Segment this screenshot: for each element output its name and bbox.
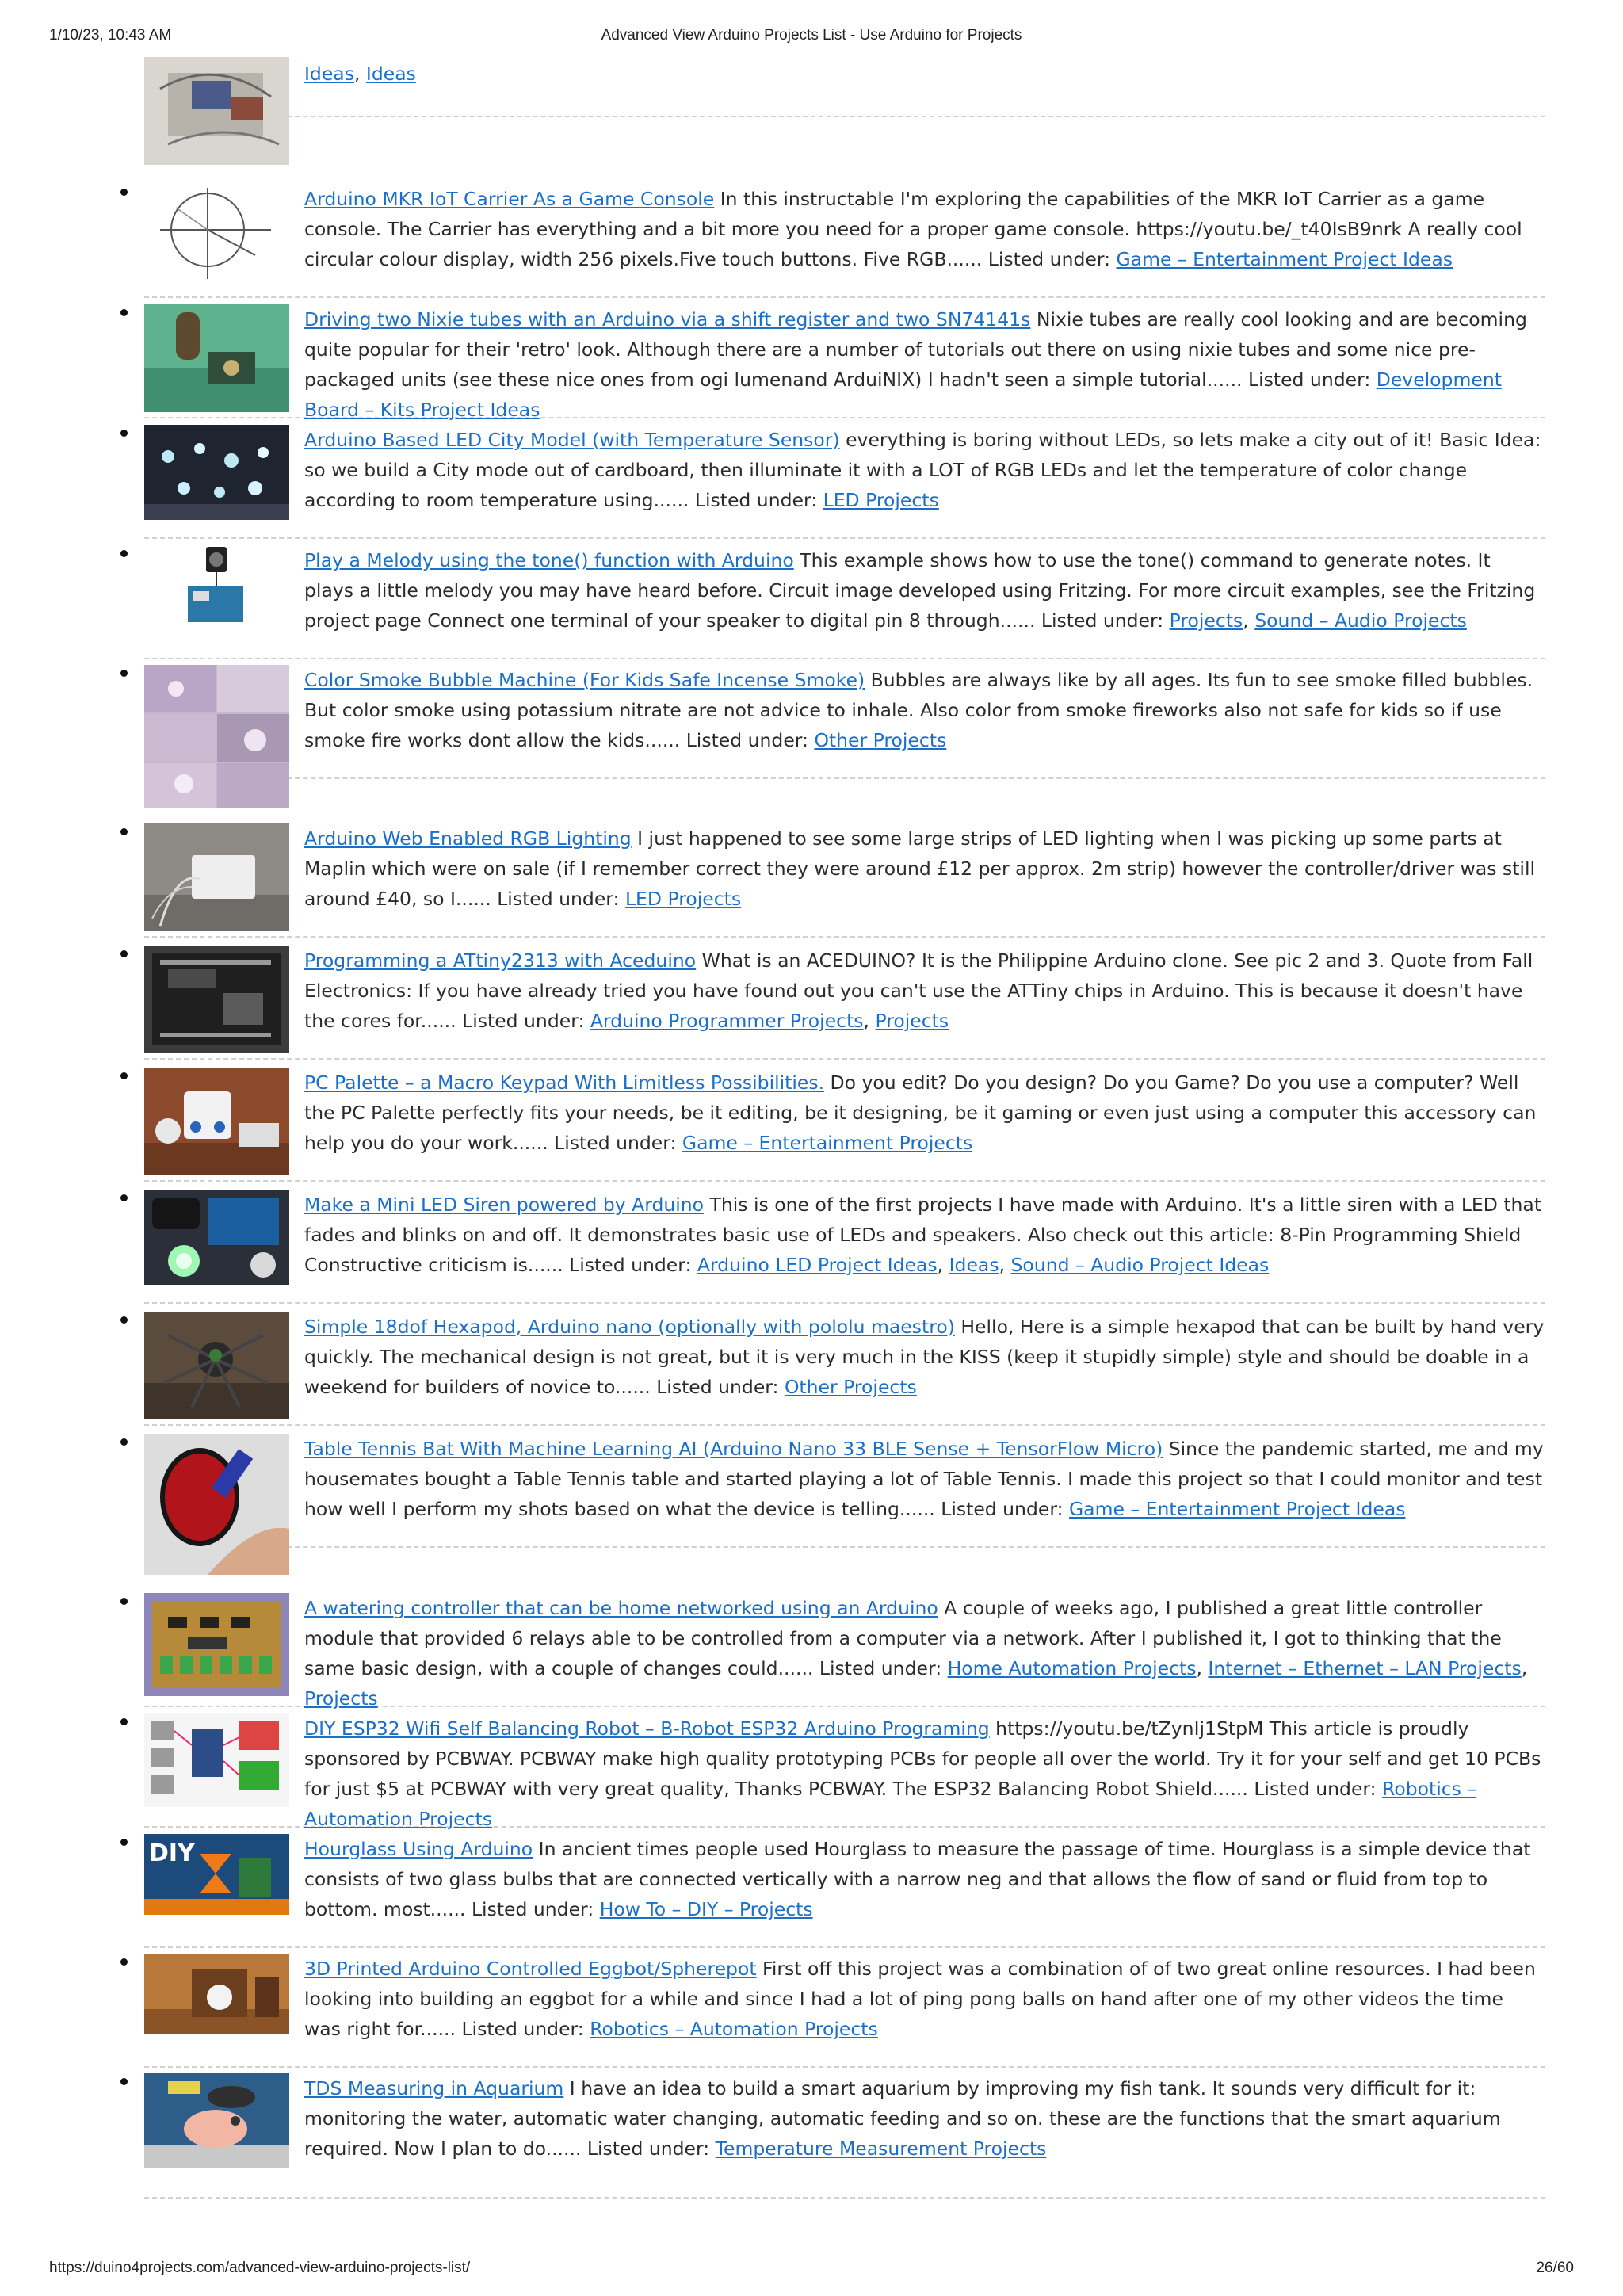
category-link[interactable]: Ideas	[365, 63, 416, 85]
project-excerpt: Do you edit? Do you design? Do you Game? Do you use a computer? Well the PC Palette perfectly fits your needs, be it editing, be it designing, be it gaming or even just using a computer this accessory can help you do your work......	[304, 1072, 1537, 1154]
project-thumbnail	[144, 946, 289, 1053]
project-thumbnail	[144, 823, 289, 931]
project-excerpt: https://youtu.be/tZynIj1StpM This article is proudly sponsored by PCBWAY. PCBWAY make high quality prototyping PCBs for people all over the world. Try it for your self and get 10 PCBs for just $5 at PCBWAY with very great quality, Thanks PCBWAY. The ESP32 Balancing Robot Shield......	[304, 1717, 1541, 1800]
category-link[interactable]: Internet – Ethernet – LAN Projects	[1208, 1657, 1522, 1679]
project-excerpt: Nixie tubes are really cool looking and are becoming quite popular for their 'retro' look. Although there are a number of tutorials out there on using nixie tubes and some nice pre-packaged units (see these nice ones from ogi lumenand ArduiNIX) I hadn't seen a simple tutorial......	[304, 308, 1527, 391]
list-item	[144, 545, 1545, 659]
project-excerpt: I have an idea to build a smart aquarium by improving my fish tank. It sounds very difficult for it: monitoring the water, automatic water changing, automatic feeding and so on. these are the functions that the smart aquarium required. Now I plan to do......	[304, 2077, 1501, 2160]
entry-text	[304, 184, 1545, 274]
project-excerpt: First off this project was a combination of of two great online resources. I had been looking into building an eggbot for a while and since I had a lot of ping pong balls on hand after one of my other videos the time was right for......	[304, 1958, 1536, 2040]
project-thumbnail	[144, 2073, 289, 2168]
listed-under-label: Listed under:	[656, 1376, 785, 1398]
entry-text	[304, 425, 1545, 515]
bullet	[120, 2078, 128, 2085]
entry-text: A watering controller that can be home networked using an Arduino A couple of weeks ago, I published a great little controller module that provided 6 relays able to be controlled from a computer via a network. After I published it, I got to thinking that the same basic design, with a couple of changes could...... Listed under: Home Automation Projects, Internet – Ethernet – LAN Projects, Projects	[304, 1597, 1528, 1710]
project-title-link[interactable]: Arduino MKR IoT Carrier As a Game Console	[304, 188, 715, 210]
project-excerpt: Since the pandemic started, me and my housemates bought a Table Tennis table and started playing a lot of Table Tennis. I made this project so that I could monitor and test how well I perform my shots based on what the device is telling......	[304, 1438, 1544, 1520]
project-excerpt: What is an ACEDUINO? It is the Philippine Arduino clone. See pic 2 and 3. Quote from Fall Electronics: If you have already tried you have found out you can't use the ATTiny chips in Arduino. This is because it doesn't have the cores for......	[304, 949, 1533, 1032]
category-link[interactable]: Development Board – Kits Project Ideas	[304, 369, 1502, 421]
project-title-link[interactable]: Color Smoke Bubble Machine (For Kids Safe Incense Smoke)	[304, 669, 865, 691]
project-excerpt: I just happened to see some large strips of LED lighting when I was picking up some parts at Maplin which were on sale (if I remember correct they were around £12 per approx. 2m strip) however the controller/driver was still around £40, so I......	[304, 827, 1535, 910]
list-item	[144, 665, 1545, 779]
entry-text	[304, 1068, 1545, 1158]
bullet	[120, 550, 128, 557]
project-title-link[interactable]: Simple 18dof Hexapod, Arduino nano (optionally with pololu maestro)	[304, 1316, 955, 1338]
project-thumbnail	[144, 1834, 289, 1915]
listed-under-label: Listed under:	[554, 1132, 682, 1154]
project-title-link[interactable]: Driving two Nixie tubes with an Arduino via a shift register and two SN74141s	[304, 308, 1031, 330]
project-title-link[interactable]: Play a Melody using the tone() function with Arduino	[304, 549, 794, 571]
listed-under-label: Listed under:	[569, 1254, 697, 1276]
entry-text: Make a Mini LED Siren powered by Arduino This is one of the first projects I have made with Arduino. It's a little siren with a LED that fades and blinks on and off. It demonstrates basic use of LEDs and speakers. Also check out this article: 8-Pin Programming Shield Constructive criticism is...... Listed under: Arduino LED Project Ideas, Ideas, Sound – Audio Project Ideas	[304, 1194, 1542, 1276]
project-excerpt: Hello, Here is a simple hexapod that can be built by hand very quickly. The mechanical design is not great, but it is very much in the KISS (keep it stupidly simple) style and should be doable in a weekend for builders of novice to......	[304, 1316, 1545, 1398]
list-item	[144, 184, 1545, 298]
category-link[interactable]: Home Automation Projects	[947, 1657, 1197, 1679]
category-link[interactable]: Sound – Audio Project Ideas	[1010, 1254, 1270, 1276]
bullet	[120, 828, 128, 835]
bullet	[120, 1072, 128, 1079]
entry-text	[304, 1713, 1545, 1834]
list-item-partial	[144, 57, 1545, 117]
bullet	[120, 1718, 128, 1725]
category-link[interactable]: Arduino LED Project Ideas	[697, 1254, 938, 1276]
project-thumbnail	[144, 1312, 289, 1419]
project-title-link[interactable]: Hourglass Using Arduino	[304, 1838, 533, 1860]
project-thumbnail	[144, 425, 289, 520]
listed-under-label: Listed under:	[1254, 1778, 1383, 1800]
listed-under-label: Listed under:	[685, 729, 815, 751]
entry-text: Programming a ATtiny2313 with Aceduino What is an ACEDUINO? It is the Philippine Arduino clone. See pic 2 and 3. Quote from Fall Electronics: If you have already tried you have found out you can't use the ATTiny chips in Arduino. This is because it doesn't have the cores for...... Listed under: Arduino Programmer Projects, Projects	[304, 949, 1533, 1032]
listed-under-label: Listed under:	[941, 1498, 1069, 1520]
category-link[interactable]: Robotics – Automation Projects	[590, 2018, 878, 2040]
project-title-link[interactable]: Table Tennis Bat With Machine Learning AI (Arduino Nano 33 BLE Sense + TensorFlow Micro)	[304, 1438, 1163, 1460]
entry-text: Play a Melody using the tone() function with Arduino This example shows how to use the tone() command to generate notes. It plays a little melody you may have heard before. Circuit image developed using Fritzing. For more circuit examples, see the Fritzing project page Connect one terminal of your speaker to digital pin 8 through...... Listed under: Projects, Sound – Audio Projects	[304, 549, 1536, 632]
entry-text	[304, 1434, 1545, 1524]
category-link[interactable]: LED Projects	[823, 489, 939, 511]
bullet	[120, 670, 128, 677]
list-item	[144, 1954, 1545, 2068]
listed-under-label: Listed under:	[1248, 369, 1377, 391]
project-thumbnail	[144, 1593, 289, 1696]
project-title-link[interactable]: Programming a ATtiny2313 with Aceduino	[304, 949, 697, 972]
entry-text	[304, 1954, 1545, 2044]
entry-text	[304, 304, 1545, 425]
project-thumbnail	[144, 304, 289, 412]
category-link[interactable]: Other Projects	[784, 1376, 917, 1398]
category-link[interactable]: Arduino Programmer Projects	[590, 1010, 864, 1032]
project-excerpt: This is one of the first projects I have made with Arduino. It's a little siren with a LED that fades and blinks on and off. It demonstrates basic use of LEDs and speakers. Also check out this article: 8-Pin Programming Shield Constructive criticism is......	[304, 1194, 1542, 1276]
project-thumbnail	[144, 665, 289, 808]
listed-under-label: Listed under:	[471, 1898, 600, 1920]
category-link[interactable]: Game – Entertainment Project Ideas	[1068, 1498, 1406, 1520]
bullet	[120, 1194, 128, 1201]
entry-text	[304, 665, 1545, 755]
project-thumbnail	[144, 57, 289, 165]
bullet	[120, 430, 128, 437]
project-title-link[interactable]: Arduino Based LED City Model (with Temperature Sensor)	[304, 429, 840, 451]
listed-under-label: Listed under:	[819, 1657, 948, 1679]
entry-text	[304, 823, 1545, 914]
project-title-link[interactable]: Make a Mini LED Siren powered by Arduino	[304, 1194, 705, 1216]
project-thumbnail	[144, 545, 289, 625]
project-thumbnail	[144, 1190, 289, 1285]
listed-under-label: Listed under:	[461, 2018, 590, 2040]
list-item	[144, 1312, 1545, 1426]
entry-text	[304, 1834, 1545, 1924]
project-excerpt: everything is boring without LEDs, so lets make a city out of it! Basic Idea: so we build a City mode out of cardboard, then illuminate it with a LOT of RGB LEDs and let the temperature of color change according to room temperature using......	[304, 429, 1541, 511]
list-item	[144, 1834, 1545, 1948]
listed-under-label: Listed under:	[462, 1010, 590, 1032]
project-title-link[interactable]: A watering controller that can be home networked using an Arduino	[304, 1597, 938, 1619]
list-item	[144, 1713, 1545, 1828]
entry-text	[304, 1312, 1545, 1402]
print-url: https://duino4projects.com/advanced-view-arduino-projects-list/	[49, 2260, 471, 2276]
list-item	[144, 1190, 1545, 1304]
category-link[interactable]: LED Projects	[624, 888, 742, 910]
thumbnail-diy-text: DIY	[149, 1839, 195, 1867]
list-item	[144, 946, 1545, 1060]
listed-under-label: Listed under:	[694, 489, 823, 511]
bullet	[120, 950, 128, 957]
project-title-link[interactable]: Arduino Web Enabled RGB Lighting	[304, 827, 632, 850]
page-number: 26/60	[1536, 2260, 1574, 2276]
category-link[interactable]: Robotics – Automation Projects	[304, 1778, 1477, 1830]
project-title-link[interactable]: 3D Printed Arduino Controlled Eggbot/Spherepot	[304, 1958, 757, 1980]
project-thumbnail	[144, 1954, 289, 2034]
category-link[interactable]: Game – Entertainment Project Ideas	[1116, 248, 1453, 270]
print-date: 1/10/23, 10:43 AM	[49, 27, 172, 44]
bullet	[120, 189, 128, 196]
list-item	[144, 2073, 1545, 2186]
project-title-link[interactable]: PC Palette – a Macro Keypad With Limitless Possibilities.	[304, 1072, 825, 1094]
list-item	[144, 1068, 1545, 1182]
category-link[interactable]: Game – Entertainment Projects	[682, 1132, 973, 1154]
bullet	[120, 1958, 128, 1966]
bullet	[120, 309, 128, 316]
category-link[interactable]: Temperature Measurement Projects	[715, 2137, 1047, 2160]
print-header	[49, 27, 1574, 52]
bullet	[120, 1316, 128, 1324]
project-thumbnail	[144, 184, 289, 285]
project-excerpt: In ancient times people used Hourglass to measure the passage of time. Hourglass is a simple device that consists of two glass bulbs that are connected vertically with a narrow neg and that allows the flow of sand or fluid from top to bottom. most......	[304, 1838, 1531, 1920]
print-page-title: Advanced View Arduino Projects List - Use Arduino for Projects	[601, 27, 1022, 44]
listed-under-label: Listed under:	[497, 888, 625, 910]
list-item	[144, 823, 1545, 938]
bullet	[120, 1839, 128, 1846]
listed-under-label: Listed under:	[586, 2137, 716, 2160]
list-item	[144, 425, 1545, 539]
category-link[interactable]: Other Projects	[814, 729, 947, 751]
category-link[interactable]: Ideas	[304, 63, 354, 85]
project-thumbnail	[144, 1434, 289, 1575]
project-excerpt: A couple of weeks ago, I published a great little controller module that provided 6 relays able to be controlled from a computer via a network. After I published it, I got to thinking that the same basic design, with a couple of changes could......	[304, 1597, 1502, 1679]
project-thumbnail	[144, 1068, 289, 1175]
category-link[interactable]: Projects	[875, 1010, 949, 1032]
list-item	[144, 1434, 1545, 1548]
category-link[interactable]: Ideas	[949, 1254, 999, 1276]
list-item	[144, 1593, 1545, 1710]
category-link[interactable]: Projects	[1169, 609, 1243, 632]
list-item	[144, 304, 1545, 421]
category-link[interactable]: Projects	[304, 1687, 378, 1710]
bullet	[120, 1438, 128, 1446]
entry-text: Ideas, Ideas	[304, 63, 416, 85]
project-title-link[interactable]: TDS Measuring in Aquarium	[304, 2077, 564, 2099]
project-thumbnail	[144, 1713, 289, 1807]
category-link[interactable]: Sound – Audio Projects	[1254, 609, 1467, 632]
list-end-divider	[144, 2197, 1545, 2199]
project-title-link[interactable]: DIY ESP32 Wifi Self Balancing Robot – B-Robot ESP32 Arduino Programing	[304, 1717, 990, 1740]
project-excerpt: In this instructable I'm exploring the capabilities of the MKR IoT Carrier as a game console. The Carrier has everything and a bit more you need for a proper game console. https://youtu.be/_t40IsB9nrk A really cool circular colour display, width 256 pixels.Five touch buttons. Five RGB......	[304, 188, 1522, 270]
project-excerpt: Bubbles are always like by all ages. Its fun to see smoke filled bubbles. But color smoke using potassium nitrate are not advice to inhale. Also color from smoke fireworks also not safe for kids so if use smoke fire works dont allow the kids......	[304, 669, 1533, 751]
category-link[interactable]: How To – DIY – Projects	[599, 1898, 813, 1920]
bullet	[120, 1598, 128, 1605]
entry-text	[304, 2073, 1545, 2164]
project-excerpt: This example shows how to use the tone() command to generate notes. It plays a little melody you may have heard before. Circuit image developed using Fritzing. For more circuit examples, see the Fritzing project page Connect one terminal of your speaker to digital pin 8 through......	[304, 549, 1536, 632]
listed-under-label: Listed under:	[987, 248, 1117, 270]
listed-under-label: Listed under:	[1041, 609, 1170, 632]
